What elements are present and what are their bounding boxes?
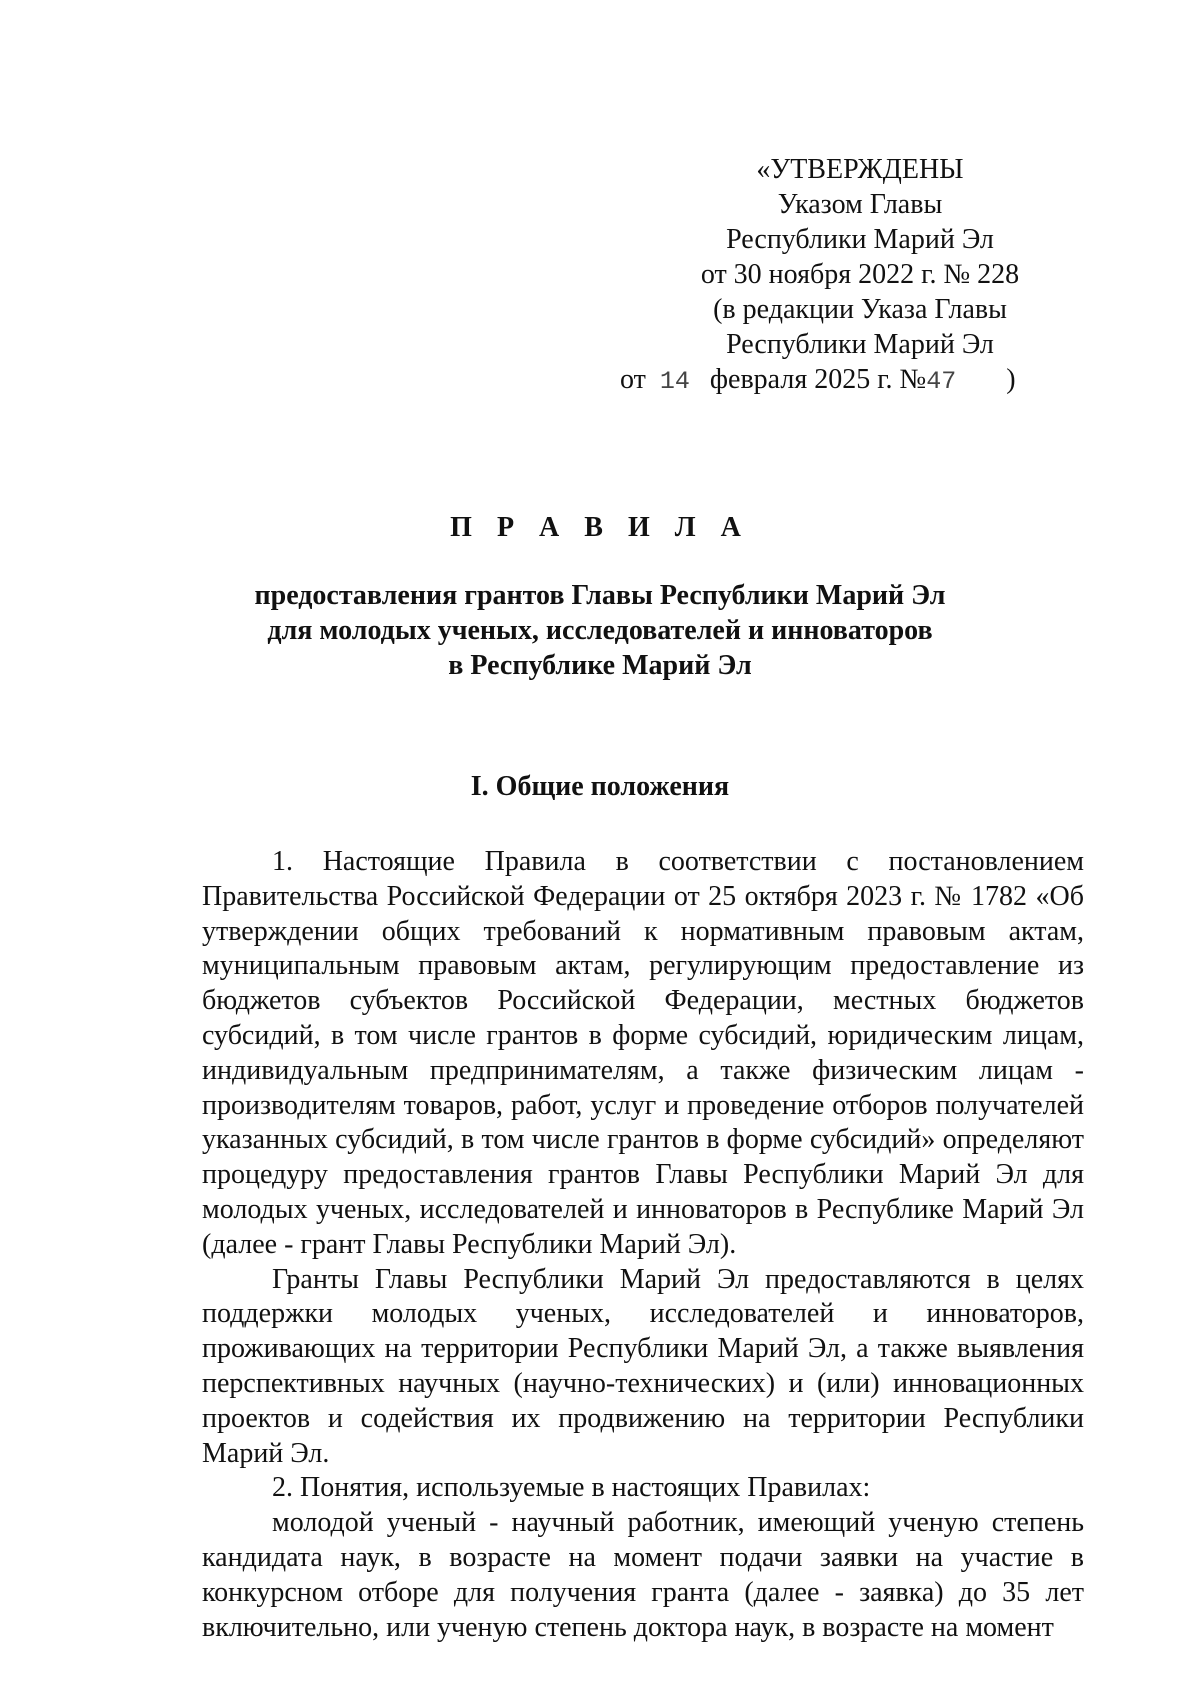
decree-number: 47 bbox=[926, 367, 957, 396]
approval-block bbox=[620, 152, 1080, 399]
section-heading: I. Общие положения bbox=[470, 771, 730, 802]
amendment-date-line bbox=[620, 362, 1080, 399]
document-title: П Р А В И Л А bbox=[450, 512, 750, 543]
date-prefix: от bbox=[620, 364, 646, 395]
approval-line: Указом Главы bbox=[777, 189, 943, 220]
approval-line: Республики Марий Эл bbox=[726, 329, 994, 360]
approval-line: от 30 ноября 2022 г. № 228 bbox=[700, 259, 1020, 290]
subtitle-line: в Республике Марий Эл bbox=[448, 650, 752, 681]
body-text bbox=[202, 845, 1084, 1645]
date-close-paren: ) bbox=[1006, 364, 1016, 395]
paragraph: 1. Настоящие Правила в соответствии с постановлением Правительства Российской Федерации от 25 октября 2023 г. № 1782 «Об утверждении общих требований к нормативным правовым актам, муниципальным правовым актам, регулирующим предоставление из бюджетов субъектов Российской Федерации, местных бюджетов субсидий, в том числе грантов в форме субсидий, юридическим лицам, индивидуальным предпринимателям, а также физическим лицам - производителям товаров, работ, услуг и проведение отборов получателей указанных субсидий, в том числе грантов в форме субсидий» определяют процедуру предоставления грантов Главы Республики Марий Эл для молодых ученых, исследователей и инноваторов в Республике Марий Эл (далее - грант Главы Республики Марий Эл). bbox=[202, 846, 1084, 1260]
date-month-year: февраля 2025 г. № bbox=[709, 364, 927, 395]
subtitle-line: для молодых ученых, исследователей и инноваторов bbox=[267, 615, 933, 646]
date-day: 14 bbox=[659, 367, 690, 396]
paragraph: 2. Понятия, используемые в настоящих Правилах: bbox=[272, 1472, 871, 1504]
subtitle-line: предоставления грантов Главы Республики Марий Эл bbox=[254, 580, 946, 611]
paragraph: молодой ученый - научный работник, имеющий ученую степень кандидата наук, в возрасте на момент подачи заявки на участие в конкурсном отборе для получения гранта (далее - заявка) до 35 лет включительно, или ученую степень доктора наук, в возрасте на момент bbox=[202, 1507, 1084, 1643]
document-subtitle bbox=[180, 578, 1020, 683]
approval-line: Республики Марий Эл bbox=[726, 224, 994, 255]
approval-line: «УТВЕРЖДЕНЫ bbox=[756, 154, 964, 185]
approval-line: (в редакции Указа Главы bbox=[713, 294, 1007, 325]
paragraph: Гранты Главы Республики Марий Эл предоставляются в целях поддержки молодых ученых, исследователей и инноваторов, проживающих на территории Республики Марий Эл, а также выявления перспективных научных (научно-технических) и (или) инновационных проектов и содействия их продвижению на территории Республики Марий Эл. bbox=[202, 1263, 1084, 1469]
